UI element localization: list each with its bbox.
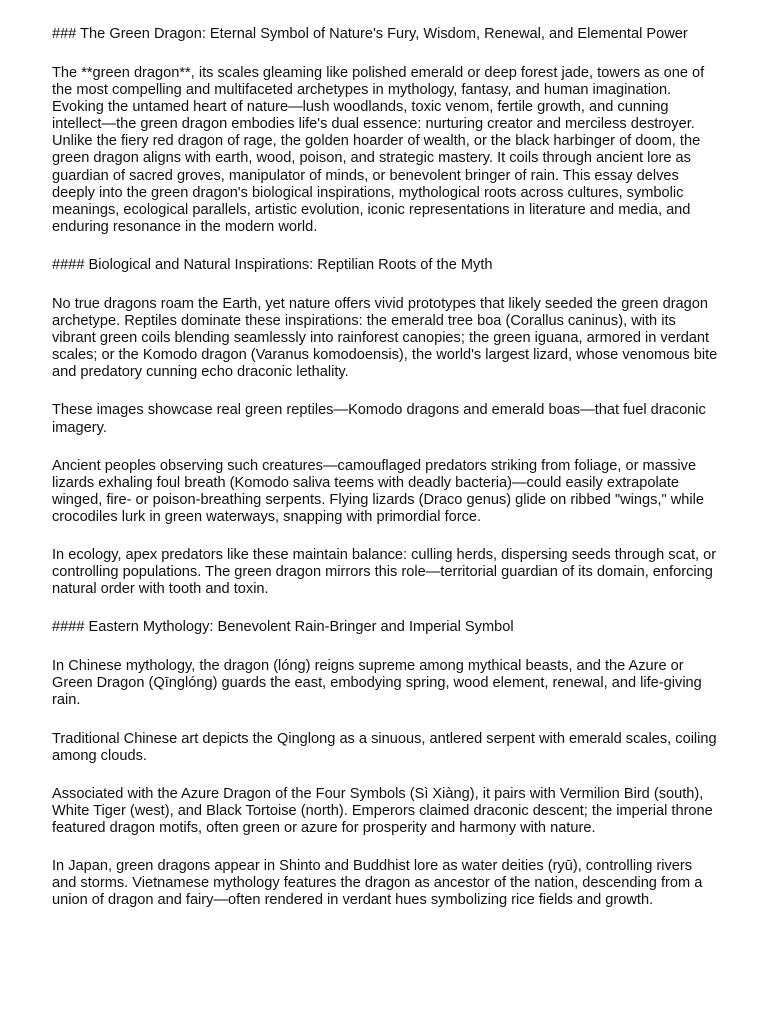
document-title: ### The Green Dragon: Eternal Symbol of Nature's Fury, Wisdom, Renewal, and Elemental Power bbox=[52, 26, 688, 42]
paragraph: Traditional Chinese art depicts the Qinglong as a sinuous, antlered serpent with emerald scales, coiling among clouds. bbox=[52, 730, 717, 764]
paragraph: These images showcase real green reptiles—Komodo dragons and emerald boas—that fuel draconic imagery. bbox=[52, 402, 706, 436]
paragraph: In Chinese mythology, the dragon (lóng) reigns supreme among mythical beasts, and the Azure or Green Dragon (Qīnglóng) guards the east, embodying spring, wood element, renewal, and life-giving rain. bbox=[52, 658, 702, 709]
paragraph: Ancient peoples observing such creatures—camouflaged predators striking from foliage, or massive lizards exhaling foul breath (Komodo saliva teems with deadly bacteria)—could easily extrapolate winged, fire- or poison-breathing serpents. Flying lizards (Draco genus) glide on ribbed "wings," while crocodiles lurk in green waterways, snapping with primordial force. bbox=[52, 457, 704, 525]
paragraph: In Japan, green dragons appear in Shinto and Buddhist lore as water deities (ryū), controlling rivers and storms. Vietnamese mythology features the dragon as ancestor of the nation, descending from a union of dragon and fairy—often rendered in verdant hues symbolizing rice fields and growth. bbox=[52, 858, 703, 909]
paragraph: Associated with the Azure Dragon of the Four Symbols (Sì Xiàng), it pairs with Vermilion Bird (south), White Tiger (west), and Black Tortoise (north). Emperors claimed draconic descent; the imperial throne featured dragon motifs, often green or azure for prosperity and harmony with nature. bbox=[52, 785, 713, 836]
section-heading-biological: #### Biological and Natural Inspirations: Reptilian Roots of the Myth bbox=[52, 256, 493, 273]
intro-paragraph: The **green dragon**, its scales gleaming like polished emerald or deep forest jade, towers as one of the most compelling and multifaceted archetypes in mythology, fantasy, and human imagination. Evoking the untamed heart of nature—lush woodlands, toxic venom, fertile growth, and cunning intellect—the green dragon embodies life's dual essence: nurturing creator and merciless destroyer. Unlike the fiery red dragon of rage, the golden hoarder of wealth, or the black harbinger of doom, the green dragon aligns with earth, wood, poison, and strategic mastery. It coils through ancient lore as guardian of sacred groves, manipulator of minds, or benevolent bringer of rain. This essay delves deeply into the green dragon's biological inspirations, mythological roots across cultures, symbolic meanings, ecological parallels, artistic evolution, iconic representations in literature and media, and enduring resonance in the modern world. bbox=[52, 65, 705, 235]
section-heading-eastern: #### Eastern Mythology: Benevolent Rain-Bringer and Imperial Symbol bbox=[52, 619, 514, 636]
paragraph: No true dragons roam the Earth, yet nature offers vivid prototypes that likely seeded the green dragon archetype. Reptiles dominate these inspirations: the emerald tree boa (Corallus caninus), with its vibrant green coils blending seamlessly into rainforest canopies; the green iguana, armored in verdant scales; or the Komodo dragon (Varanus komodoensis), the world's largest lizard, whose venomous bite and predatory cunning echo draconic lethality. bbox=[52, 295, 718, 381]
paragraph: In ecology, apex predators like these maintain balance: culling herds, dispersing seeds through scat, or controlling populations. The green dragon mirrors this role—territorial guardian of its domain, enforcing natural order with tooth and toxin. bbox=[52, 546, 717, 598]
